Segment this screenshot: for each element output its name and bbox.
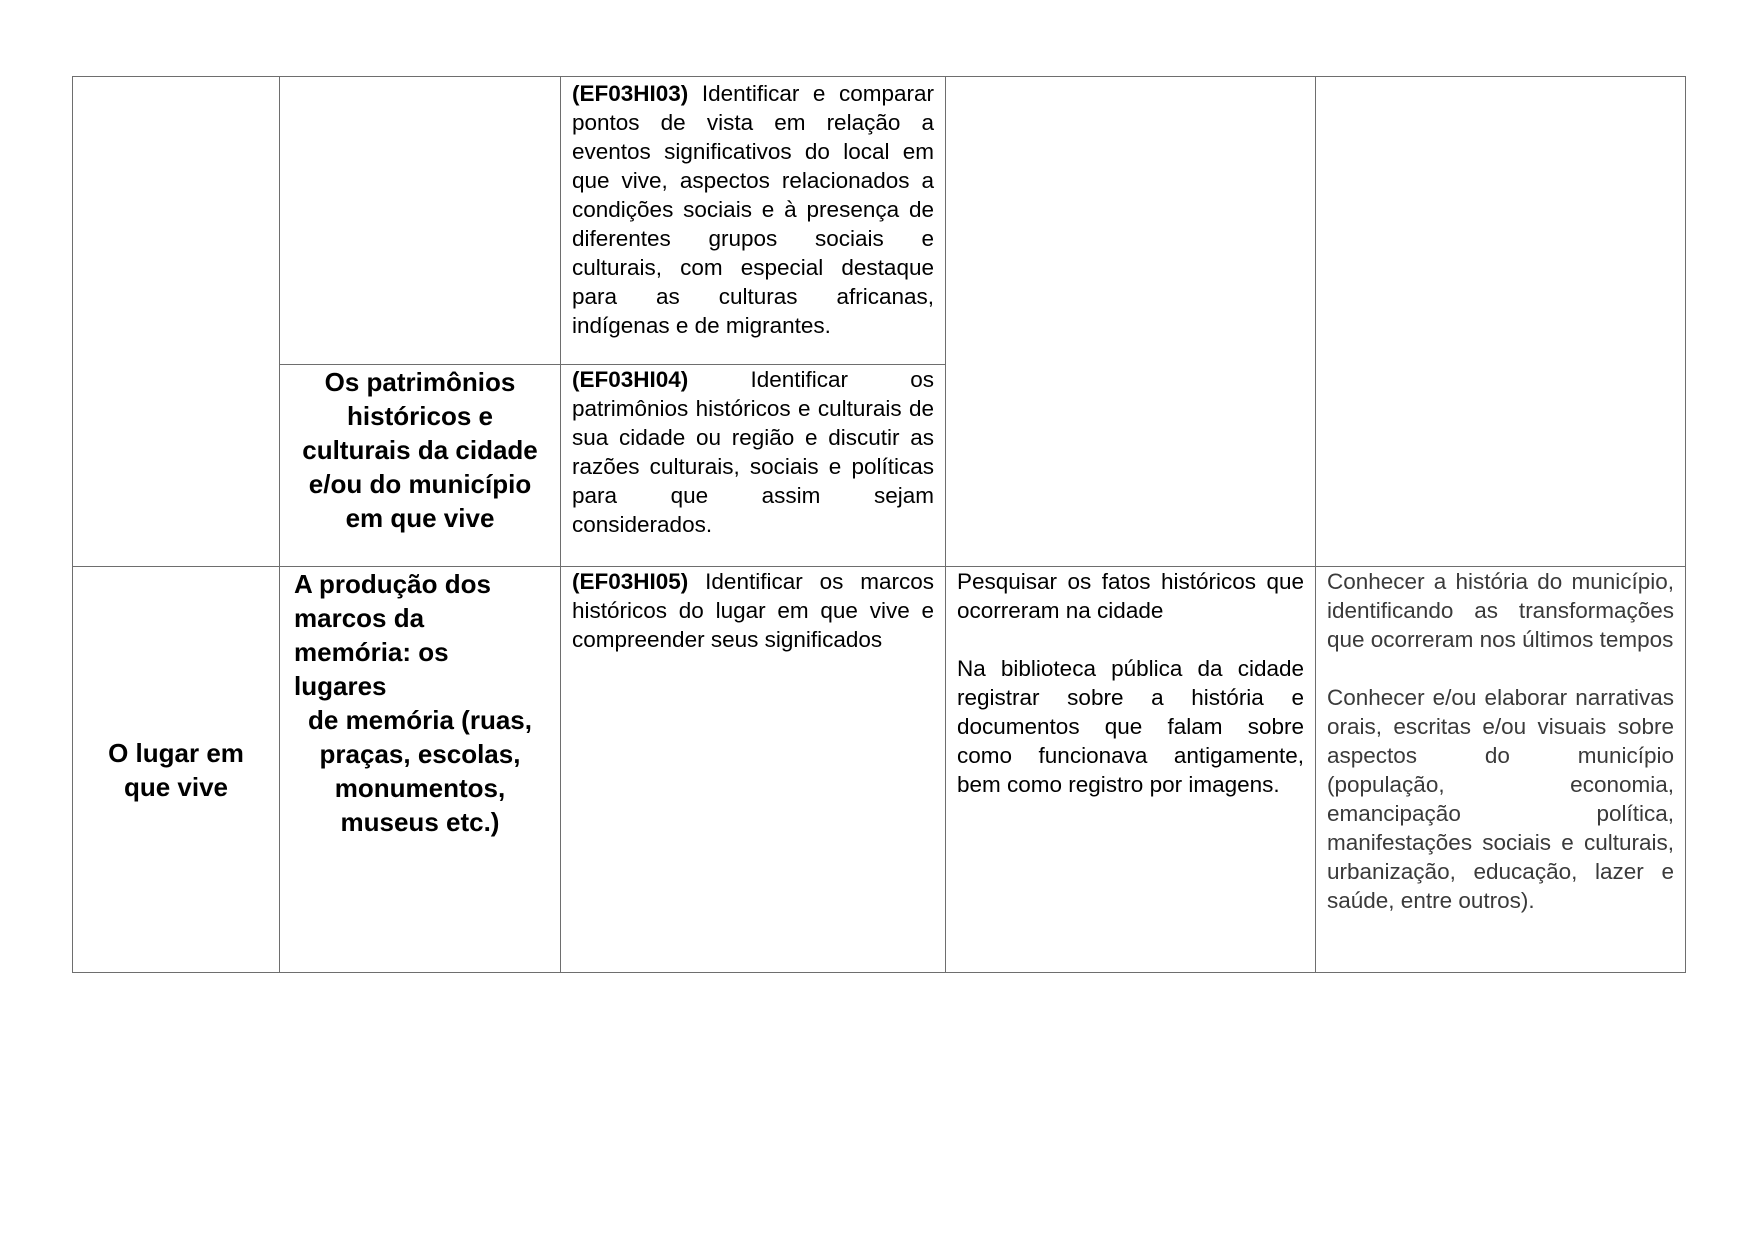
skill-code: (EF03HI05)	[572, 569, 689, 594]
curriculum-table	[72, 76, 1686, 973]
objective-paragraph: Conhecer e/ou elaborar narrativas orais, escritas e/ou visuais sobre aspectos do município (população, economia, emancipação política, manifestações sociais e culturais, urbanização, educação, lazer e saúde, entre outros).	[1327, 685, 1674, 913]
objectives-cell	[1316, 567, 1686, 973]
table-row	[73, 567, 1686, 973]
skill-code: (EF03HI04)	[572, 367, 689, 392]
skill-text: Identificar e comparar pontos de vista em relação a eventos significativos do local em que vive, aspectos relacionados a condições sociais e à presença de diferentes grupos sociais e culturais, com especial destaque para as culturas africanas, indígenas e de migrantes.	[572, 81, 934, 338]
unit-cell	[73, 77, 280, 567]
activity-paragraph: Na biblioteca pública da cidade registrar sobre a história e documentos que falam sobre como funcionava antigamente, bem como registro por imagens.	[957, 656, 1304, 797]
unit-text: O lugar em que vive	[108, 737, 244, 802]
object-cell	[280, 567, 561, 973]
skill-cell	[561, 567, 946, 973]
activity-paragraph: Pesquisar os fatos históricos que ocorreram na cidade	[957, 569, 1304, 623]
skill-text: Identificar os marcos históricos do lugar em que vive e compreender seus significados	[572, 569, 934, 652]
object-text: Os patrimônios históricos e culturais da cidade e/ou do município em que vive	[302, 367, 538, 533]
skill-code: (EF03HI03)	[572, 81, 689, 106]
activities-cell	[946, 77, 1316, 567]
object-text-line1: A produção dos marcos da memória: os lugares	[294, 569, 491, 701]
objectives-cell	[1316, 77, 1686, 567]
table-row	[73, 77, 1686, 365]
activities-cell	[946, 567, 1316, 973]
objective-paragraph: Conhecer a história do município, identificando as transformações que ocorreram nos últimos tempos	[1327, 569, 1674, 652]
skill-cell	[561, 365, 946, 567]
skill-text: Identificar os patrimônios históricos e culturais de sua cidade ou região e discutir as razões culturais, sociais e políticas para que assim sejam considerados.	[572, 367, 934, 537]
object-text-line2: de memória (ruas, praças, escolas, monumentos, museus etc.)	[308, 705, 532, 837]
object-cell	[280, 77, 561, 365]
object-cell	[280, 365, 561, 567]
unit-cell	[73, 567, 280, 973]
skill-cell	[561, 77, 946, 365]
